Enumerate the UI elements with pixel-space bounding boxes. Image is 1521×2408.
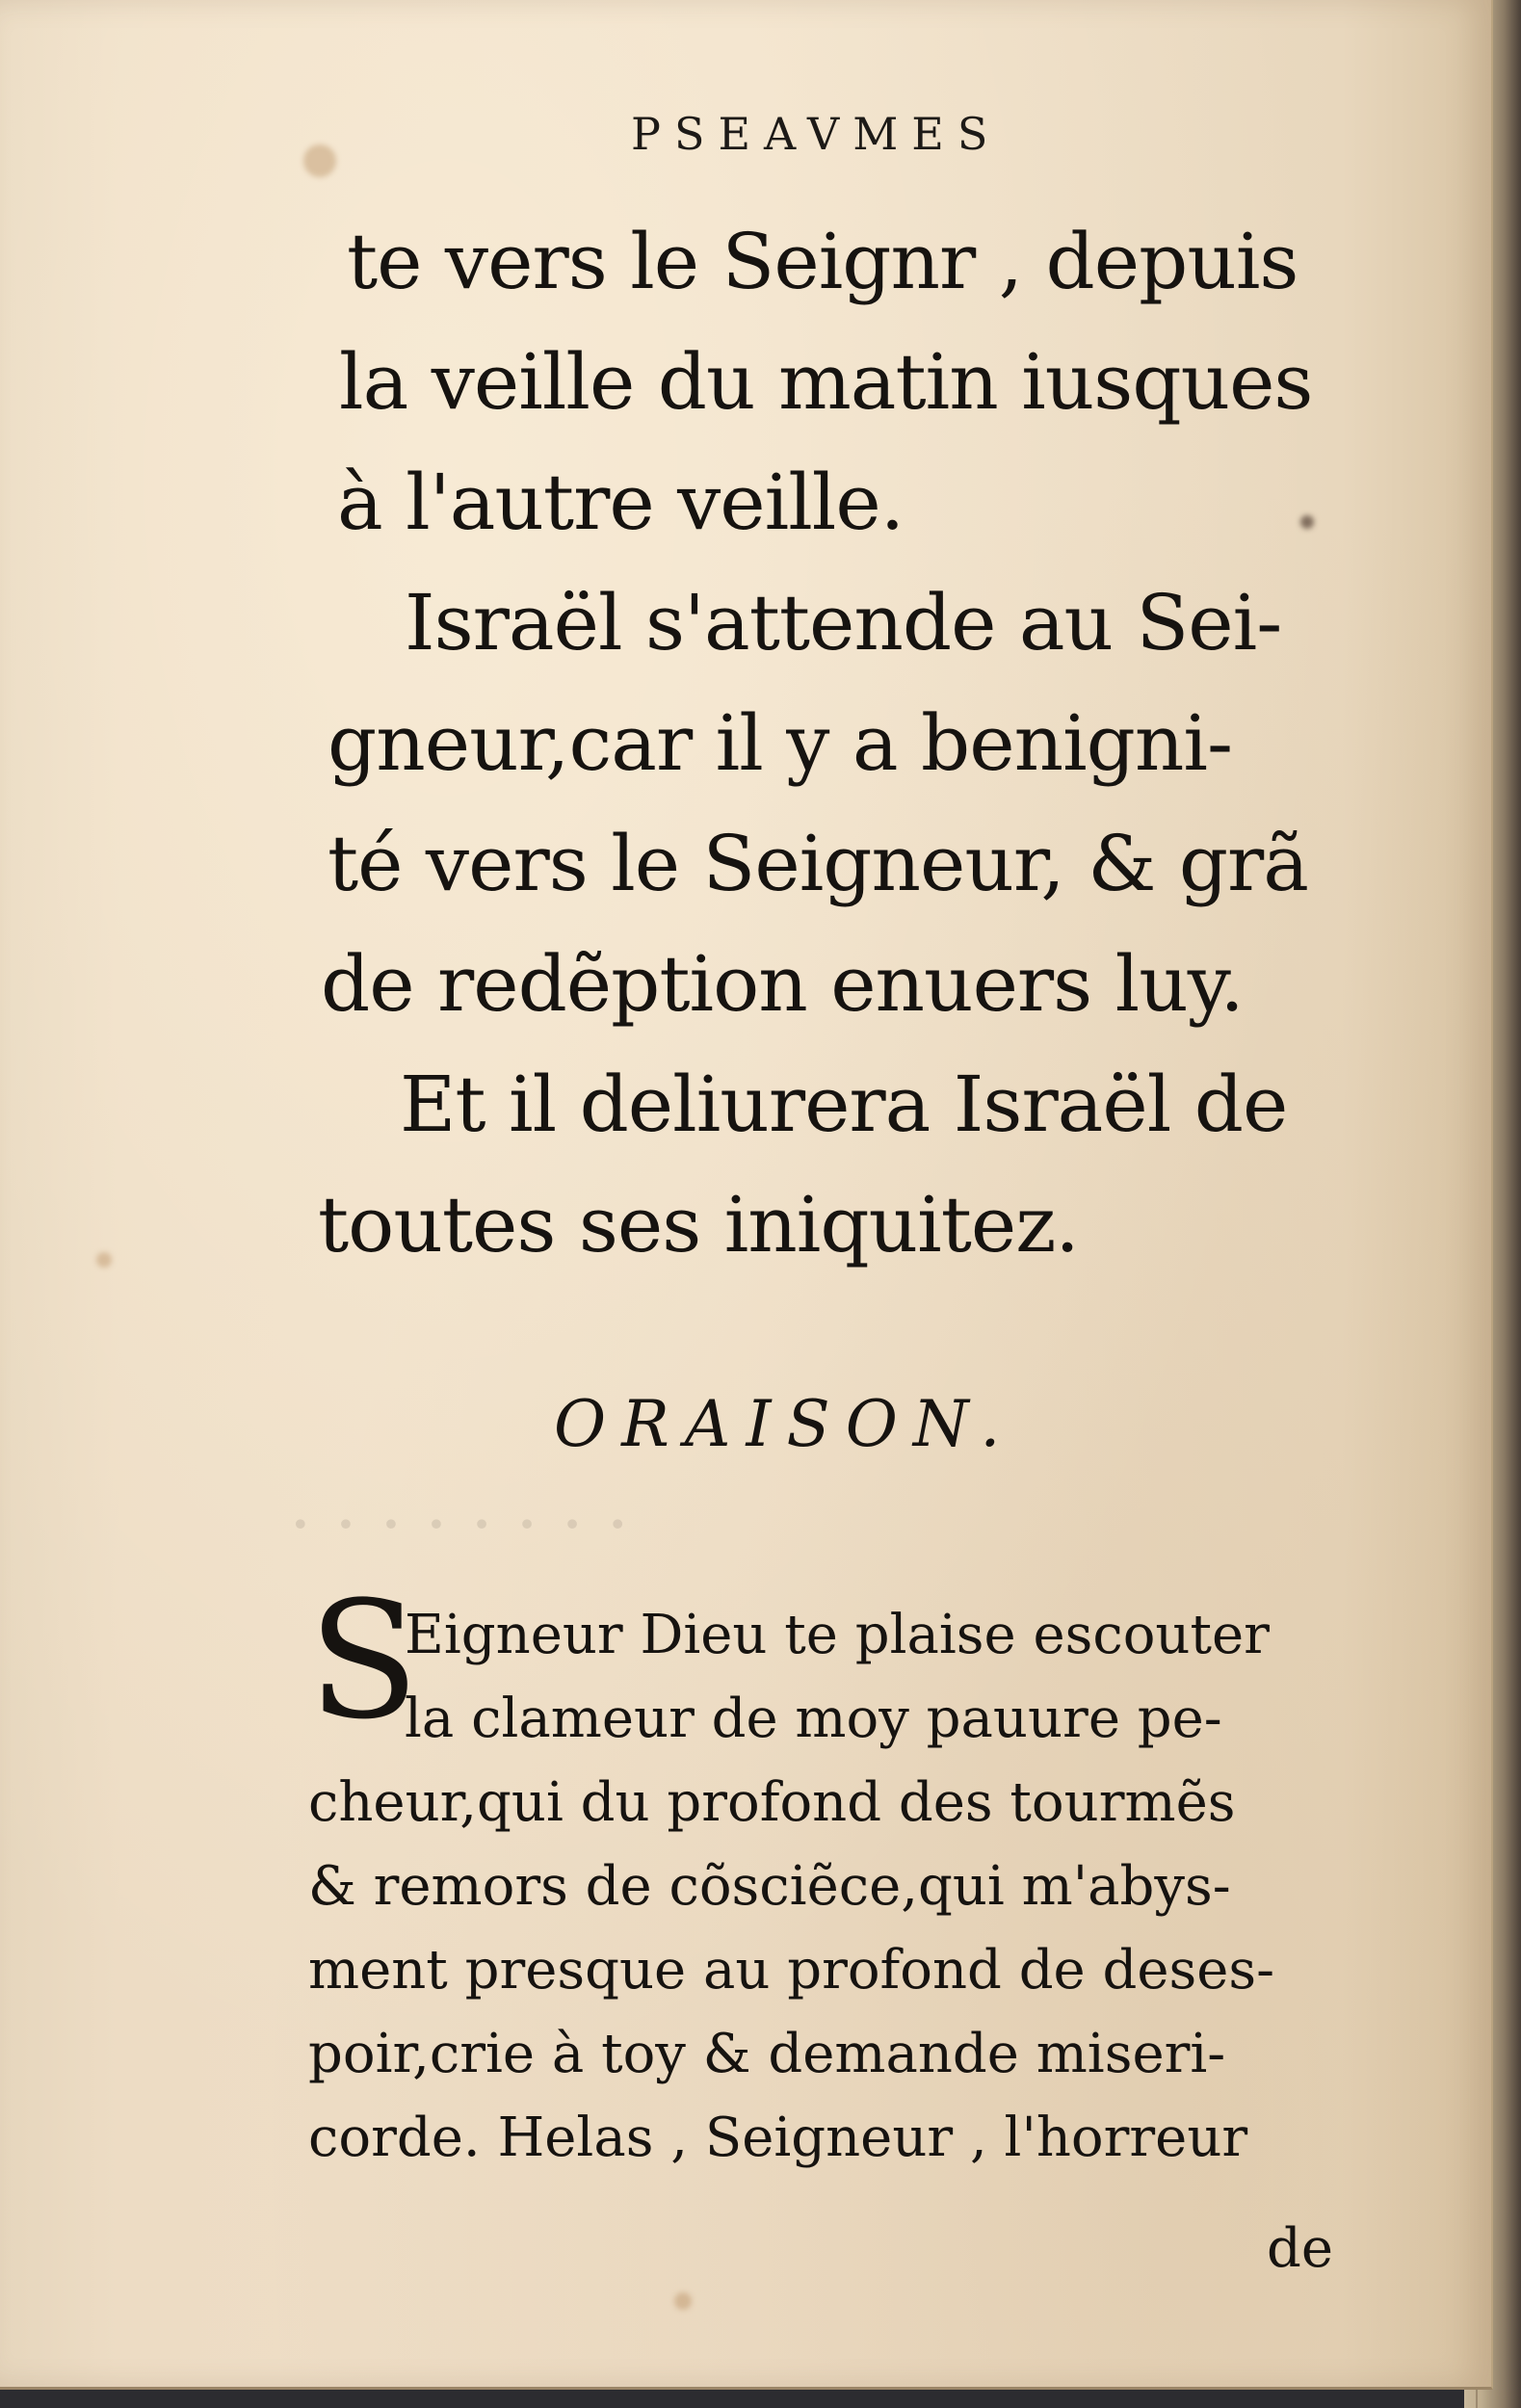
foxing-stain bbox=[1300, 515, 1314, 529]
psalm-line: te vers le Seignr , depuis bbox=[347, 217, 1298, 306]
section-heading: ORAISON. bbox=[554, 1387, 1016, 1461]
foxing-stain bbox=[303, 144, 336, 177]
foxing-stain bbox=[96, 1252, 112, 1268]
prayer-line: corde. Helas , Seigneur , l'horreur bbox=[308, 2107, 1248, 2169]
bleed-through-text: · · · · · · · · bbox=[289, 1483, 629, 1566]
prayer-line: Eigneur Dieu te plaise escouter bbox=[405, 1604, 1270, 1666]
psalm-line: Et il deliurera Israël de bbox=[400, 1060, 1288, 1149]
psalm-line: toutes ses iniquitez. bbox=[318, 1180, 1079, 1269]
running-head: PSEAVMES bbox=[631, 108, 1002, 160]
psalm-line: té vers le Seigneur, & grã bbox=[328, 819, 1308, 908]
drop-cap: S bbox=[308, 1566, 420, 1755]
prayer-line: & remors de cõsciẽce,qui m'abys- bbox=[308, 1855, 1231, 1918]
psalm-line: de redẽption enuers luy. bbox=[321, 939, 1244, 1029]
prayer-line: ment presque au profond de deses- bbox=[308, 1939, 1275, 2002]
psalm-line: gneur,car il y a benigni- bbox=[328, 698, 1233, 788]
psalm-line: Israël s'attende au Sei- bbox=[405, 578, 1282, 667]
psalm-line: la veille du matin iusques bbox=[339, 337, 1313, 427]
psalm-line: à l'autre veille. bbox=[337, 458, 905, 547]
foxing-stain bbox=[674, 2292, 692, 2310]
prayer-line: poir,crie à toy & demande miseri- bbox=[308, 2023, 1226, 2085]
catchword: de bbox=[1267, 2217, 1333, 2280]
prayer-line: cheur,qui du profond des tourmẽs bbox=[308, 1771, 1236, 1834]
prayer-line: la clameur de moy pauure pe- bbox=[405, 1688, 1222, 1750]
